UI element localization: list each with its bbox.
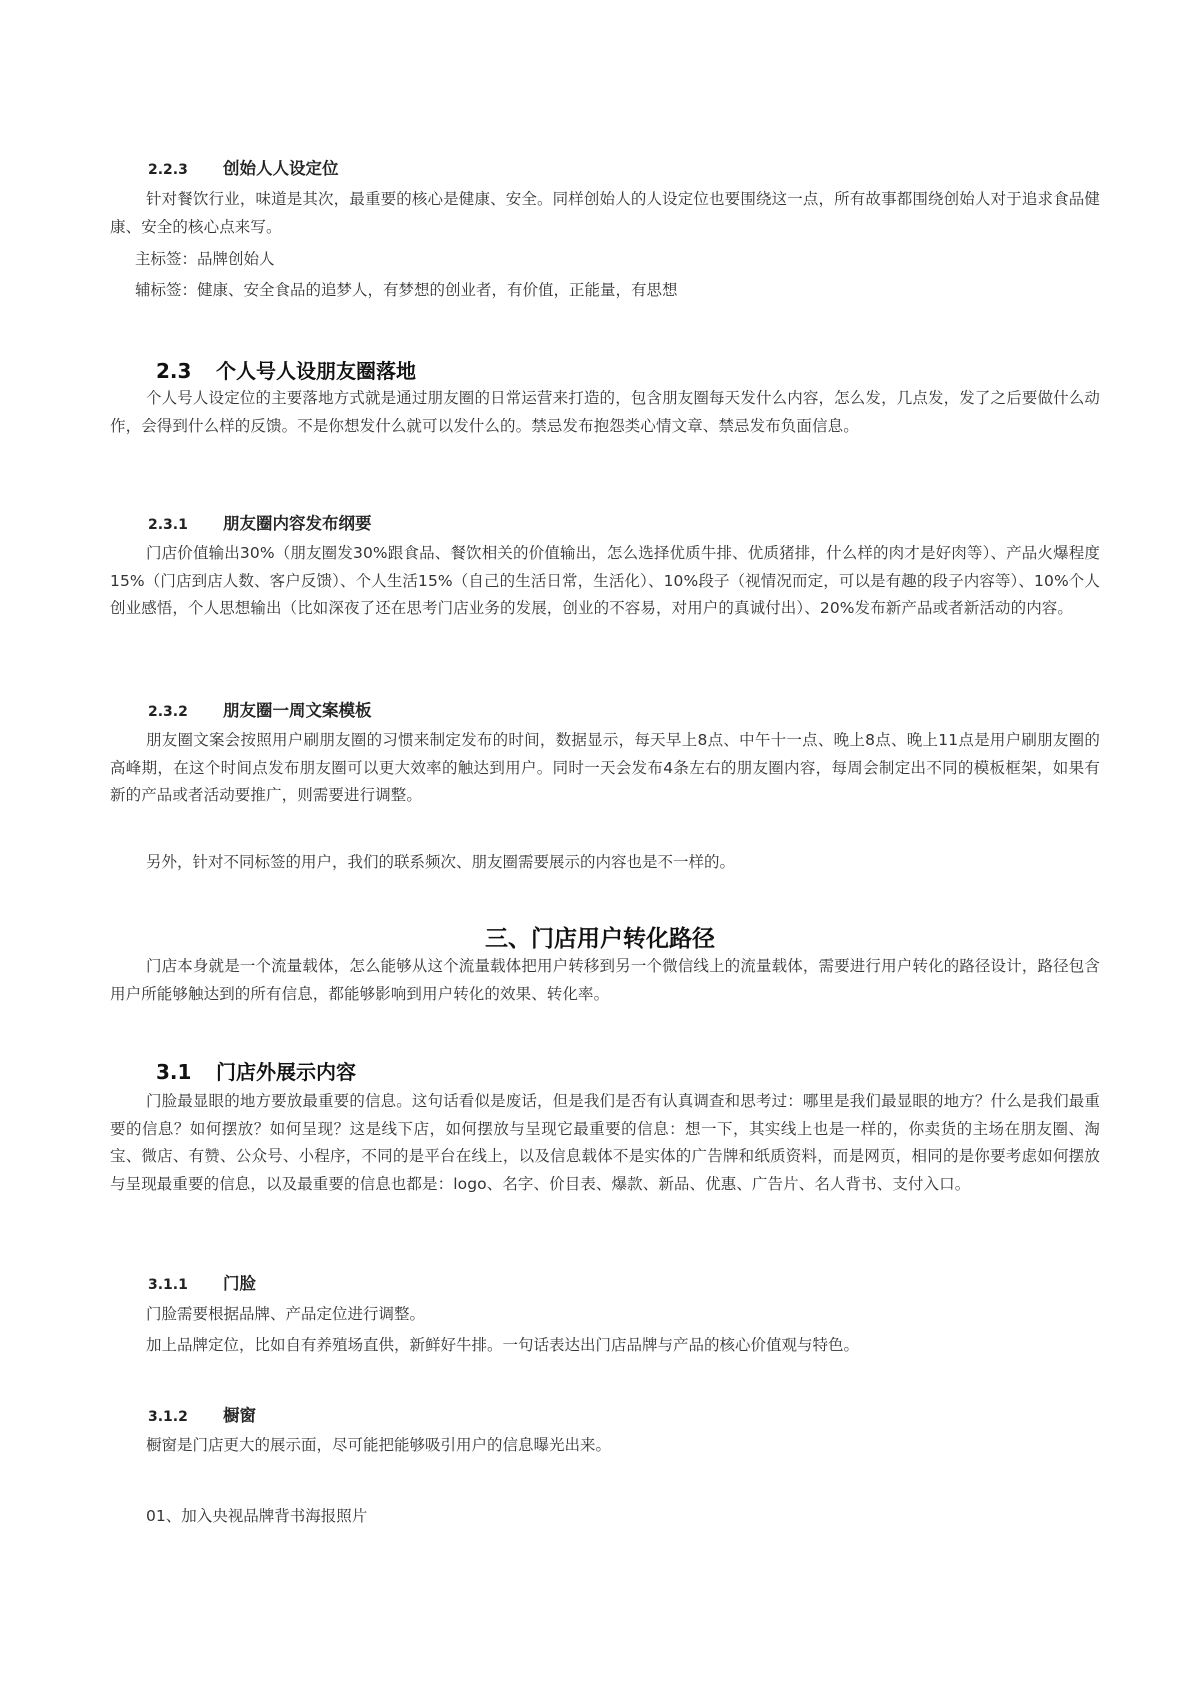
- heading-3-1: [110, 1056, 1146, 1085]
- section-number: 3.1: [156, 1060, 192, 1084]
- heading-2-3-2: [110, 697, 1100, 721]
- section-title: 创始人人设定位: [223, 159, 339, 178]
- sub-tag-line: 辅标签：健康、安全食品的追梦人，有梦想的创业者，有价值，正能量，有思想: [135, 281, 678, 299]
- section-number: 2.3.1: [148, 517, 188, 533]
- heading-2-3: [110, 355, 1146, 384]
- section-title: 门店外展示内容: [216, 1060, 356, 1084]
- section-title: 朋友圈一周文案模板: [223, 701, 372, 720]
- chapter-title-3: 三、门店用户转化路径: [485, 926, 715, 952]
- heading-2-3-1: [110, 510, 1100, 534]
- paragraph-3-1-1-line2: 加上品牌定位，比如自有养殖场直供，新鲜好牛排。一句话表达出门店品牌与产品的核心价值观与特色。: [146, 1336, 860, 1354]
- paragraph-2-3-2-note: 另外，针对不同标签的用户，我们的联系频次、朋友圈需要展示的内容也是不一样的。: [146, 853, 736, 871]
- section-number: 3.1.2: [148, 1409, 188, 1425]
- paragraph-3: 门店本身就是一个流量载体，怎么能够从这个流量载体把用户转移到另一个微信线上的流量载体，需要进行用户转化的路径设计，路径包含用户所能够触达到的所有信息，都能够影响到用户转化的效果、转化率。: [110, 957, 1100, 1003]
- heading-3-1-2: [110, 1402, 1100, 1426]
- paragraph-2-3-2: 朋友圈文案会按照用户刷朋友圈的习惯来制定发布的时间，数据显示，每天早上8点、中午十一点、晚上8点、晚上11点是用户刷朋友圈的高峰期，在这个时间点发布朋友圈可以更大效率的触达到用户。同时一天会发布4条左右的朋友圈内容，每周会制定出不同的模板框架，如果有新的产品或者活动要推广，则需要进行调整。: [110, 731, 1100, 805]
- section-number: 2.3.2: [148, 704, 188, 720]
- section-number: 2.3: [156, 359, 192, 383]
- section-number: 2.2.3: [148, 162, 188, 178]
- main-tag-line: 主标签：品牌创始人: [135, 250, 275, 268]
- section-title: 个人号人设朋友圈落地: [216, 359, 416, 383]
- heading-2-2-3: [110, 155, 1100, 179]
- paragraph-2-2-3: 针对餐饮行业，味道是其次，最重要的核心是健康、安全。同样创始人的人设定位也要围绕这一点，所有故事都围绕创始人对于追求食品健康、安全的核心点来写。: [110, 190, 1100, 236]
- paragraph-3-1-2-line1: 橱窗是门店更大的展示面，尽可能把能够吸引用户的信息曝光出来。: [146, 1436, 612, 1454]
- section-title: 朋友圈内容发布纲要: [223, 514, 372, 533]
- section-number: 3.1.1: [148, 1277, 188, 1293]
- heading-3-1-1: [110, 1270, 1100, 1294]
- section-title: 门脸: [223, 1274, 256, 1293]
- paragraph-2-3-1: 门店价值输出30%（朋友圈发30%跟食品、餐饮相关的价值输出，怎么选择优质牛排、优质猪排，什么样的肉才是好肉等）、产品火爆程度15%（门店到店人数、客户反馈）、个人生活15%（自己的生活日常，生活化）、10%段子（视情况而定，可以是有趣的段子内容等）、10%个人创业感悟，个人思想输出（比如深夜了还在思考门店业务的发展，创业的不容易，对用户的真诚付出）、20%发布新产品或者新活动的内容。: [110, 544, 1100, 618]
- paragraph-2-3: 个人号人设定位的主要落地方式就是通过朋友圈的日常运营来打造的，包含朋友圈每天发什么内容，怎么发，几点发，发了之后要做什么动作，会得到什么样的反馈。不是你想发什么就可以发什么的。禁忌发布抱怨类心情文章、禁忌发布负面信息。: [110, 389, 1100, 435]
- section-title: 橱窗: [223, 1406, 256, 1425]
- paragraph-3-1: 门脸最显眼的地方要放最重要的信息。这句话看似是废话，但是我们是否有认真调查和思考过：哪里是我们最显眼的地方？什么是我们最重要的信息？如何摆放？如何呈现？这是线下店，如何摆放与呈现它最重要的信息：想一下，其实线上也是一样的，你卖货的主场在朋友圈、淘宝、微店、有赞、公众号、小程序，不同的是平台在线上，以及信息载体不是实体的广告牌和纸质资料，而是网页，相同的是你要考虑如何摆放与呈现最重要的信息，以及最重要的信息也都是：logo、名字、价目表、爆款、新品、优惠、广告片、名人背书、支付入口。: [110, 1092, 1100, 1193]
- paragraph-3-1-1-line1: 门脸需要根据品牌、产品定位进行调整。: [146, 1305, 426, 1323]
- list-item-01: 01、加入央视品牌背书海报照片: [146, 1507, 368, 1525]
